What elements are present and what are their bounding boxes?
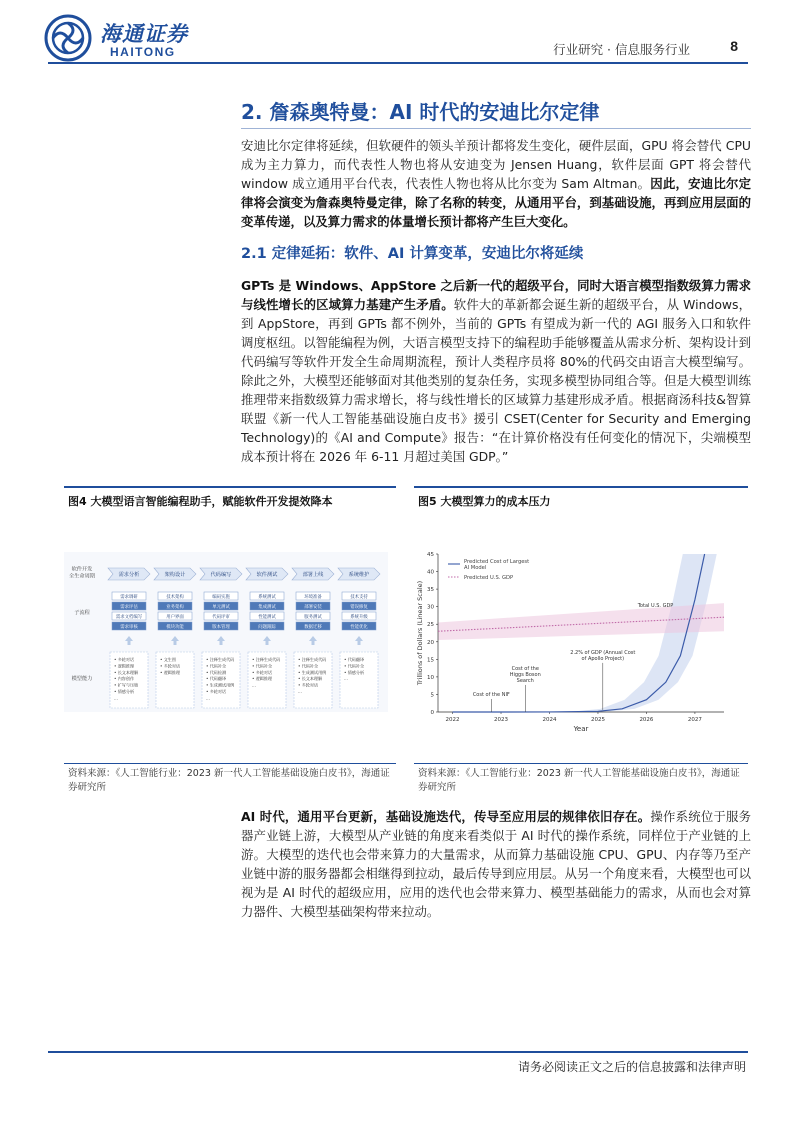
y-tick-label: 20	[427, 639, 434, 646]
capability-item: ...	[252, 682, 256, 688]
capability-item: • 注释生成代码	[206, 657, 235, 662]
report-category: 行业研究 · 信息服务行业	[553, 42, 690, 57]
sub-process-label: 模块功能	[166, 624, 184, 630]
figure5-bottom-rule	[414, 763, 748, 764]
capability-item: ...	[206, 695, 210, 701]
capability-item: • 逻辑推理	[160, 669, 181, 675]
y-tick-label: 30	[427, 604, 434, 611]
y-tick-label: 0	[430, 710, 434, 716]
sub-process-label: 代码评审	[212, 614, 230, 620]
sub-process-label: 用户界面	[166, 614, 184, 620]
capability-item: • 多轮对话	[206, 689, 227, 694]
section-title-rule	[241, 128, 751, 129]
legend-label: Predicted U.S. GDP	[464, 575, 514, 581]
capability-item: • 代码翻译	[206, 676, 227, 682]
stage-label: 软件测试	[256, 572, 278, 578]
legend-label: AI Model	[464, 565, 487, 571]
y-tick-label: 35	[427, 587, 434, 594]
y-tick-label: 5	[430, 692, 434, 699]
sub-process-label: 技术架构	[166, 594, 184, 600]
figure5-caption: 图5 大模型算力的成本压力	[418, 495, 551, 508]
sub-process-label: 版本管理	[212, 624, 230, 630]
subsection-emphasis: GPTs 是 Windows、AppStore 之后新一代的超级平台，同时大语言模型指数级算力需求与线性增长的区域算力基建产生矛盾。	[241, 278, 751, 312]
sub-process-label: 问题跟踪	[258, 624, 276, 630]
closing-text: 操作系统位于服务器产业链上游，大模型从产业链的角度来看类似于 AI 时代的操作系统，同样位于产业链的上游。大模型的迭代也会带来算力的大量需求，从而算力基础设施 CPU、GPU、内存等乃至产业链中游的服务器都会相继得到拉动，最后传导到应用层。从另一个角度来看，大模型也可以视为是 AI 时代的超级应用，应用的迭代也会带来算力、模型基础能力的需求，从而也会对算力器件、大模型基础架构带来拉动。	[241, 809, 752, 919]
figure5-source: 资料来源：《人工智能行业：2023 新一代人工智能基础设施白皮书》，海通证券研究所	[418, 768, 740, 793]
sub-process-label: 需求评估	[120, 604, 138, 610]
sub-process-label: 集成测试	[258, 604, 276, 610]
figure5-top-rule	[414, 486, 748, 488]
capability-item: • 注释生成代码	[252, 657, 281, 662]
subsection-text: 软件大的革新都会诞生新的超级平台，从 Windows，到 AppStore，再到 GPTs 都不例外，当前的 GPTs 有望成为新一代的 AGI 服务入口和软件调度枢纽。以智能编程为例，大语言模型支持下的编程助手能够覆盖从需求分析、架构设计到代码编写等软件开发全生命周期流程，预计人类程序员将 80%的代码交由语言大模型编写。除此之外，大模型还能够面对其他类别的复杂任务，实现多模型协同组合等。但是大模型训练推理带来指数级算力需求增长，将与线性增长的区域算力基建形成矛盾。根据商汤科技&智算联盟《新一代人工智能基础设施白皮书》援引 CSET(Center for Security and Emerging Technology)的《AI and Compute》报告：“在计算价格没有任何变化的情况下，尖端模型成本预计将在 2026 年 6-11 月超过美国 GDP。”	[241, 297, 752, 464]
capability-item: • 逻辑推理	[114, 663, 135, 669]
sub-process-label: 系统升级	[350, 614, 368, 620]
sub-process-label: 数据迁移	[304, 624, 322, 630]
sub-process-label: 业务架构	[166, 604, 184, 610]
annotation-label: of Apollo Project)	[581, 655, 625, 662]
stage-label: 部署上线	[302, 572, 324, 578]
capability-item: • 多轮对话	[252, 669, 273, 675]
sub-process-label: 环境准备	[304, 594, 322, 600]
y-tick-label: 10	[427, 674, 434, 681]
capability-item: • 多轮对话	[114, 657, 135, 662]
capability-item: • 多轮对话	[298, 682, 319, 688]
closing-paragraph	[241, 807, 751, 921]
capability-item: • 代码补全	[252, 663, 273, 669]
closing-emphasis: AI 时代，通用平台更新，基础设施迭代，传导至应用层的规律依旧存在。	[241, 809, 651, 824]
haitong-emblem-icon	[44, 14, 92, 62]
sub-process-label: 技术支持	[350, 594, 368, 600]
sub-process-label: 编码实施	[212, 594, 230, 600]
stage-label: 系统维护	[348, 572, 370, 578]
header-divider	[48, 62, 748, 64]
annotation-label: Search	[516, 677, 534, 684]
footer-divider	[48, 1051, 748, 1053]
section-title: 2. 詹森奥特曼：AI 时代的安迪比尔定律	[241, 100, 600, 124]
x-tick-label: 2026	[639, 717, 654, 723]
capability-item: • 注释生成代码	[298, 657, 327, 662]
capability-item: • 代码补全	[344, 663, 365, 669]
capability-item: • 逻辑推理	[252, 676, 273, 682]
capability-item: • 文生图	[160, 657, 176, 662]
figure4-diagram	[64, 552, 388, 712]
row-label: 全生命周期	[69, 573, 95, 580]
sub-process-label: 错误修复	[350, 604, 368, 610]
y-tick-label: 25	[427, 622, 434, 629]
capability-item: • 代码翻译	[344, 657, 365, 662]
sub-process-label: 需求审核	[120, 624, 138, 630]
capability-item: • 情感分析	[344, 669, 365, 675]
intro-text: 安迪比尔定律将延续，但软硬件的领头羊预计都将发生变化，硬件层面，GPU 将会替代 CPU 成为主力算力，而代表性人物也将从安迪变为 Jensen Huang，软件层面 GPT 将会替代 window 成立通用平台代表，代表性人物也将从比尔变为 Sam Altman。	[241, 138, 751, 191]
x-tick-label: 2022	[445, 717, 460, 723]
capability-item: • 生成测试用例	[298, 669, 327, 675]
sub-process-label: 部署安装	[304, 604, 322, 610]
logo-english-name: HAITONG	[110, 45, 176, 59]
capability-item: ...	[298, 689, 302, 694]
row-label: 软件开发	[71, 566, 93, 573]
x-tick-label: 2027	[687, 717, 702, 723]
row-label: 子流程	[74, 610, 90, 616]
capability-item: • 扩写与压缩	[114, 682, 139, 688]
sub-process-label: 需求文档编写	[115, 614, 143, 620]
sub-process-label: 单元测试	[212, 604, 230, 610]
x-tick-label: 2023	[494, 717, 509, 723]
footer-disclaimer: 请务必阅读正文之后的信息披露和法律声明	[517, 1060, 746, 1074]
legend-label: Predicted Cost of Largest	[464, 559, 530, 565]
annotation-label: Higgs Boson	[509, 671, 541, 678]
logo-chinese-name: 海通证券	[100, 21, 188, 46]
subsection-title: 2.1 定律延拓：软件、AI 计算变革，安迪比尔将延续	[241, 246, 584, 262]
figure4-source: 资料来源：《人工智能行业：2023 新一代人工智能基础设施白皮书》，海通证券研究所	[68, 768, 390, 793]
capability-item: • 内容创作	[114, 676, 135, 682]
y-axis-label: Trillions of Dollars (Linear Scale)	[416, 580, 424, 686]
capability-item: • 代码检测	[206, 669, 227, 675]
annotation-label: Total U.S. GDP	[637, 602, 674, 609]
capability-item: • 生成测试用例	[206, 682, 235, 688]
sub-process-label: 系统测试	[258, 594, 276, 600]
x-tick-label: 2024	[542, 717, 557, 723]
page-number: 8	[730, 38, 738, 54]
capability-item: • 代码补全	[206, 663, 227, 669]
sub-process-label: 性能优化	[350, 624, 368, 630]
x-axis-label: Year	[573, 725, 589, 733]
capability-item: • 多轮对话	[160, 663, 181, 669]
annotation-label: Cost of the	[511, 665, 539, 672]
figure5-chart	[414, 550, 734, 734]
figure4-top-rule	[64, 486, 396, 488]
capability-item: • 长文本理解	[298, 676, 323, 682]
section-intro-paragraph	[241, 136, 751, 231]
annotation-label: 2.2% of GDP (Annual Cost	[570, 649, 636, 656]
stage-label: 代码编写	[210, 572, 232, 578]
y-tick-label: 15	[427, 657, 434, 664]
figure4-bottom-rule	[64, 763, 396, 764]
capability-item: • 情感分析	[114, 689, 135, 694]
intro-emphasis: 因此，安迪比尔定律将会演变为詹森奥特曼定律，除了名称的转变，从通用平台，到基础设施，再到应用层面的变革传递，以及算力需求的体量增长预计都将产生巨大变化。	[241, 176, 751, 229]
y-tick-label: 45	[427, 552, 434, 558]
stage-label: 架构设计	[164, 572, 186, 578]
sub-process-label: 服务测试	[304, 614, 322, 620]
company-logo	[44, 14, 204, 62]
x-tick-label: 2025	[590, 717, 605, 723]
figure4-caption: 图4 大模型语言智能编程助手，赋能软件开发提效降本	[68, 495, 333, 508]
capability-item: ...	[114, 695, 118, 701]
capability-item: ...	[344, 676, 348, 682]
sub-process-label: 性能测试	[258, 614, 276, 620]
y-tick-label: 40	[427, 569, 434, 576]
capability-item: • 代码补全	[298, 663, 319, 669]
subsection-paragraph	[241, 276, 751, 466]
stage-label: 需求分析	[118, 572, 140, 578]
capability-item: • 长文本理解	[114, 669, 139, 675]
annotation-label: Cost of the NIF	[472, 691, 510, 698]
sub-process-label: 需求调研	[120, 594, 138, 600]
row-label: 模型能力	[71, 676, 93, 682]
